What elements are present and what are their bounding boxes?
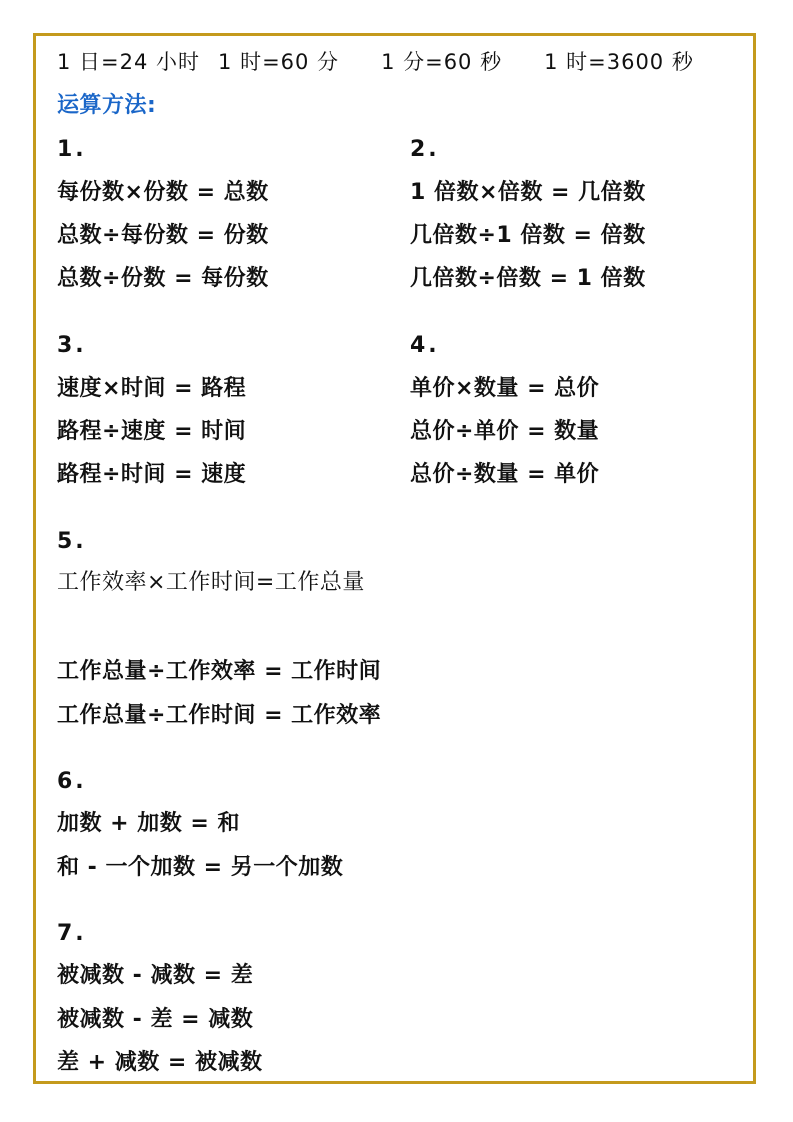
section-1-formula-1: 每份数×份数 = 总数	[57, 180, 269, 205]
section-5-formula-1: 工作效率×工作时间=工作总量	[57, 570, 365, 595]
unit-hour-minutes: 1 时=60 分	[218, 50, 340, 74]
section-5-number: 5.	[57, 529, 87, 554]
section-1-formula-3: 总数÷份数 = 每份数	[57, 266, 269, 291]
method-title: 运算方法:	[57, 93, 157, 118]
unit-minute-seconds: 1 分=60 秒	[381, 50, 503, 74]
section-7-formula-3: 差 + 减数 = 被减数	[57, 1050, 263, 1075]
section-6-formula-2: 和 - 一个加数 = 另一个加数	[57, 855, 344, 880]
section-6-number: 6.	[57, 769, 87, 794]
time-units-line	[57, 48, 694, 76]
unit-day-hours: 1 日=24 小时	[57, 50, 201, 74]
section-2-number: 2.	[410, 137, 440, 162]
section-6-formula-1: 加数 + 加数 = 和	[57, 811, 241, 836]
section-1-formula-2: 总数÷每份数 = 份数	[57, 223, 269, 248]
section-2-formula-2: 几倍数÷1 倍数 = 倍数	[410, 223, 646, 248]
section-2-formula-1: 1 倍数×倍数 = 几倍数	[410, 180, 646, 205]
section-7-formula-1: 被减数 - 减数 = 差	[57, 963, 254, 988]
unit-hour-seconds: 1 时=3600 秒	[544, 50, 694, 74]
section-3-formula-1: 速度×时间 = 路程	[57, 376, 247, 401]
section-3-formula-3: 路程÷时间 = 速度	[57, 462, 247, 487]
section-2-formula-3: 几倍数÷倍数 = 1 倍数	[410, 266, 646, 291]
section-7-number: 7.	[57, 921, 87, 946]
section-1-number: 1.	[57, 137, 87, 162]
section-5-formula-3: 工作总量÷工作时间 = 工作效率	[57, 703, 382, 728]
section-3-number: 3.	[57, 333, 87, 358]
section-4-formula-2: 总价÷单价 = 数量	[410, 419, 600, 444]
section-4-formula-3: 总价÷数量 = 单价	[410, 462, 600, 487]
section-4-number: 4.	[410, 333, 440, 358]
section-5-formula-2: 工作总量÷工作效率 = 工作时间	[57, 659, 382, 684]
section-3-formula-2: 路程÷速度 = 时间	[57, 419, 247, 444]
section-4-formula-1: 单价×数量 = 总价	[410, 376, 600, 401]
section-7-formula-2: 被减数 - 差 = 减数	[57, 1007, 254, 1032]
